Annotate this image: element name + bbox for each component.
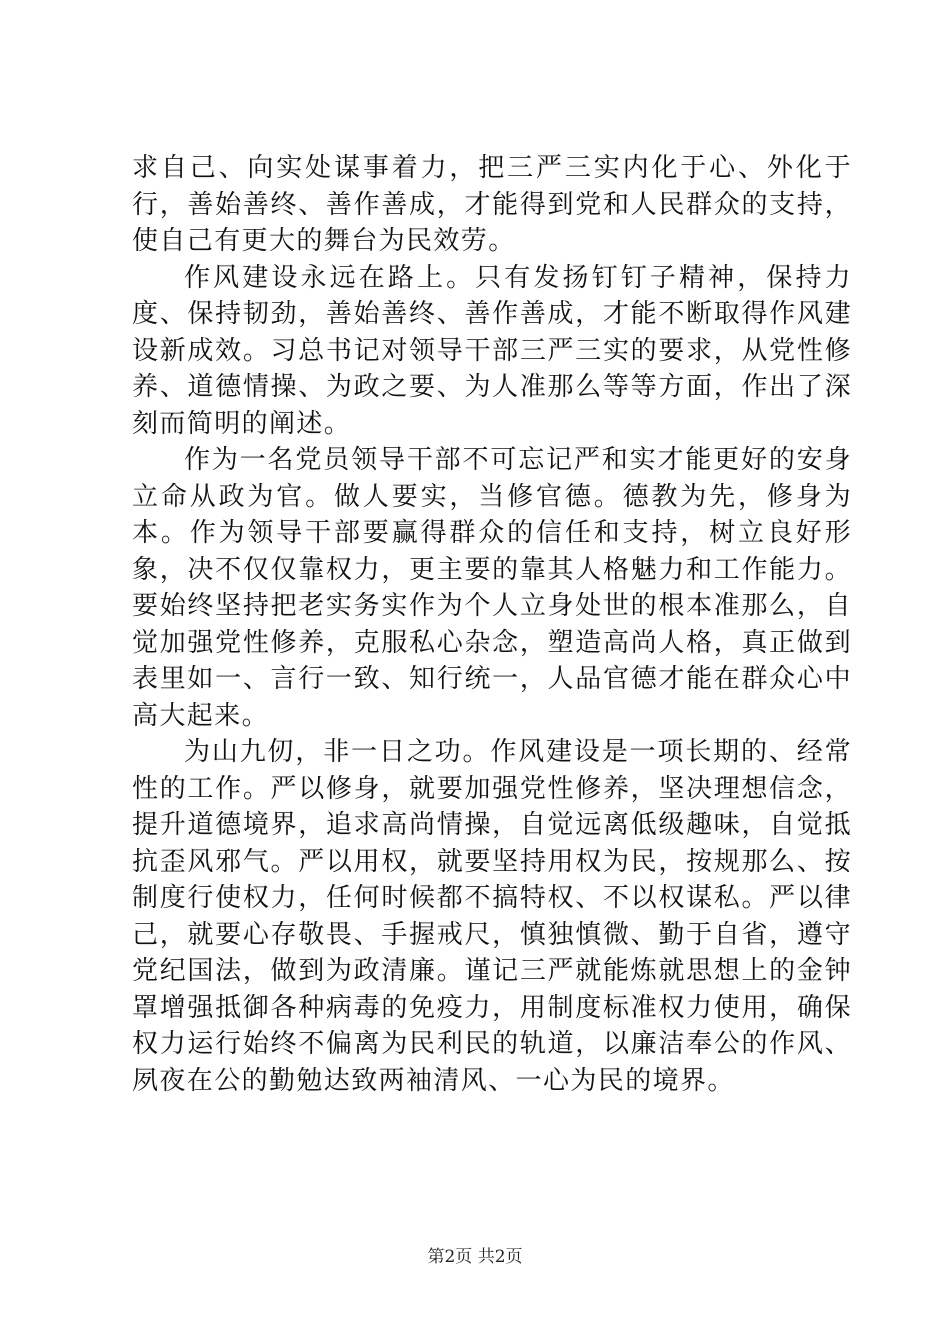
- document-body: [132, 150, 852, 1099]
- paragraph-2: 作风建设永远在路上。只有发扬钉钉子精神，保持力度、保持韧劲，善始善终、善作善成，才能不断取得作风建设新成效。习总书记对领导干部三严三实的要求，从党性修养、道德情操、为政之要、为人准那么等等方面，作出了深刻而简明的阐述。: [132, 262, 852, 439]
- page-footer: 第2页 共2页: [427, 1247, 523, 1267]
- paragraph-3: 作为一名党员领导干部不可忘记严和实才能更好的安身立命从政为官。做人要实，当修官德。德教为先，修身为本。作为领导干部要赢得群众的信任和支持，树立良好形象，决不仅仅靠权力，更主要的靠其人格魅力和工作能力。要始终坚持把老实务实作为个人立身处世的根本准那么，自觉加强党性修养，克服私心杂念，塑造高尚人格，真正做到表里如一、言行一致、知行统一，人品官德才能在群众心中高大起来。: [132, 445, 852, 731]
- paragraph-4: 为山九仞，非一日之功。作风建设是一项长期的、经常性的工作。严以修身，就要加强党性修养，坚决理想信念，提升道德境界，追求高尚情操，自觉远离低级趣味，自觉抵抗歪风邪气。严以用权，就要坚持用权为民，按规那么、按制度行使权力，任何时候都不搞特权、不以权谋私。严以律己，就要心存敬畏、手握戒尺，慎独慎微、勤于自省，遵守党纪国法，做到为政清廉。谨记三严就能炼就思想上的金钟罩增强抵御各种病毒的免疫力，用制度标准权力使用，确保权力运行始终不偏离为民利民的轨道，以廉洁奉公的作风、夙夜在公的勤勉达致两袖清风、一心为民的境界。: [132, 737, 852, 1096]
- paragraph-1: 求自己、向实处谋事着力，把三严三实内化于心、外化于行，善始善终、善作善成，才能得到党和人民群众的支持，使自己有更大的舞台为民效劳。: [132, 153, 852, 256]
